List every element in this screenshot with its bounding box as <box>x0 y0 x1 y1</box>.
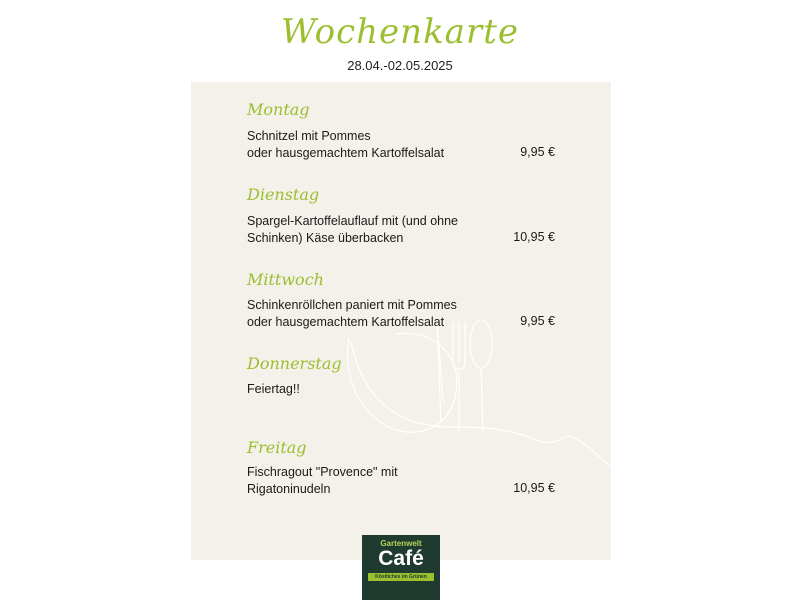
dish-line: oder hausgemachtem Kartoffelsalat <box>247 315 445 329</box>
day-heading-dienstag: Dienstag <box>247 185 320 204</box>
dish-line: Feiertag!! <box>247 382 300 396</box>
menu-card <box>191 82 611 560</box>
day-heading-freitag: Freitag <box>247 438 307 457</box>
dish-line: Schnitzel mit Pommes <box>247 129 371 143</box>
dish-mittwoch <box>247 297 557 331</box>
dish-line: oder hausgemachtem Kartoffelsalat <box>247 146 445 160</box>
dish-line: Fischragout "Provence" mit <box>247 465 398 479</box>
dish-line: Schinken) Käse überbacken <box>247 231 404 245</box>
dish-line: Rigatoninudeln <box>247 482 331 496</box>
dish-line: Schinkenröllchen paniert mit Pommes <box>247 298 457 312</box>
day-heading-montag: Montag <box>247 100 310 119</box>
day-heading-mittwoch: Mittwoch <box>247 270 324 289</box>
price-montag: 9,95 € <box>520 145 555 159</box>
gartenwelt-cafe-logo <box>362 535 440 600</box>
logo-tagline: Köstliches im Grünen <box>368 573 434 581</box>
price-mittwoch: 9,95 € <box>520 314 555 328</box>
price-freitag: 10,95 € <box>513 481 555 495</box>
date-range: 28.04.-02.05.2025 <box>347 58 453 73</box>
page-title: Wochenkarte <box>281 12 519 52</box>
dish-freitag <box>247 464 557 498</box>
dish-montag <box>247 128 557 162</box>
price-dienstag: 10,95 € <box>513 230 555 244</box>
dish-donnerstag <box>247 381 557 398</box>
logo-main-text: Café <box>378 547 424 570</box>
dish-dienstag <box>247 213 557 247</box>
dish-line: Spargel-Kartoffelauflauf mit (und ohne <box>247 214 459 228</box>
day-heading-donnerstag: Donnerstag <box>247 354 342 373</box>
logo-top-text: Gartenwelt <box>380 539 422 548</box>
